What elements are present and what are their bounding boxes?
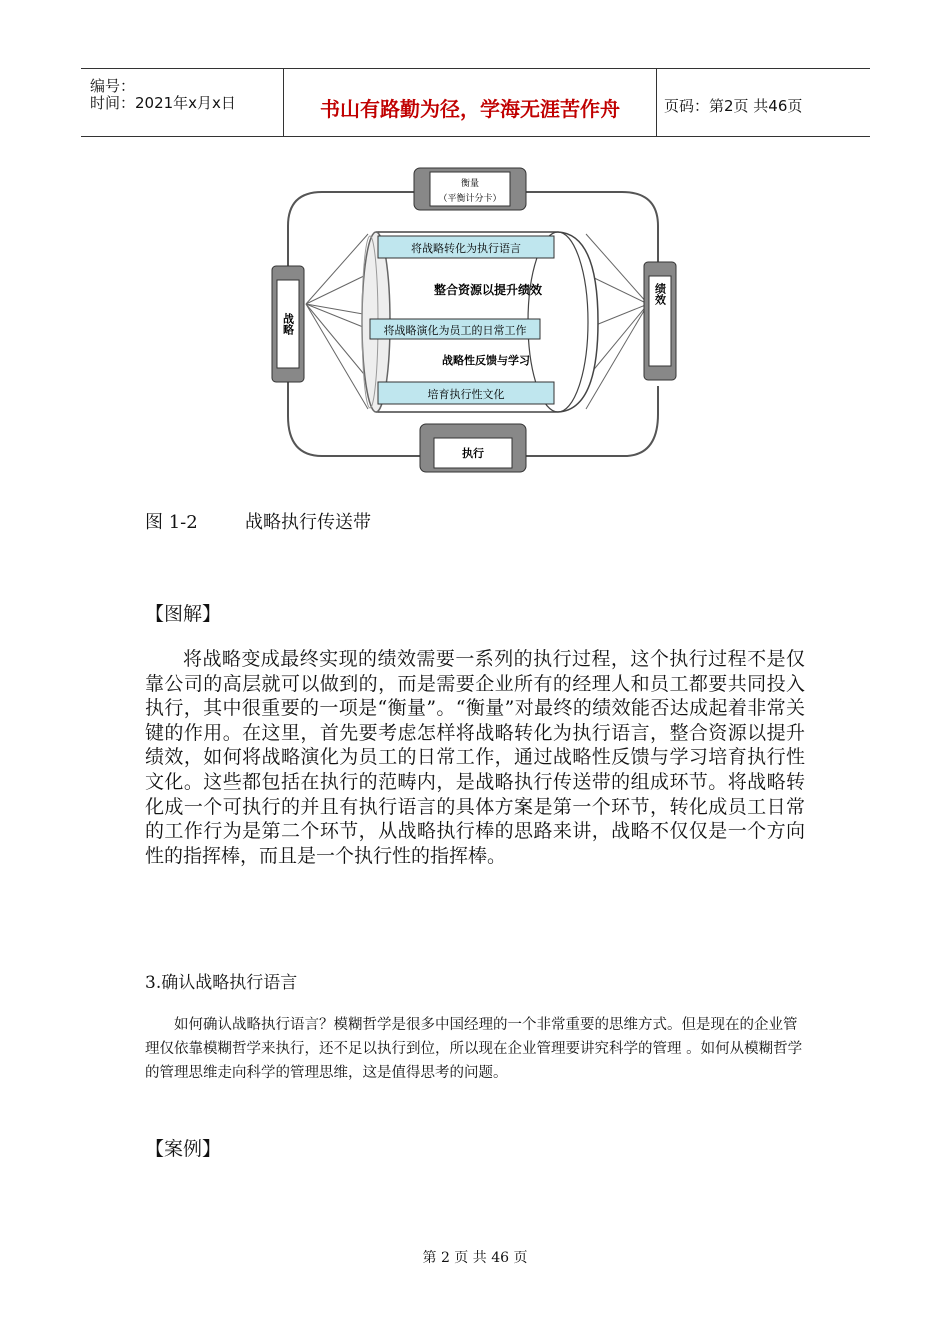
anli-heading: 【案例】 — [145, 1138, 222, 1160]
execution-box — [420, 424, 526, 472]
page-header — [81, 68, 870, 137]
row-2-label: 整合资源以提升绩效 — [433, 283, 543, 297]
execution-box-label: 执行 — [462, 447, 484, 460]
performance-box — [644, 262, 676, 380]
section-3-title: 3.确认战略执行语言 — [145, 973, 298, 993]
measurement-box — [414, 168, 526, 210]
doc-time-label: 时间：2021年x月x日 — [90, 94, 236, 112]
header-page-label: 页码：第2页 共46页 — [664, 97, 803, 115]
strategy-box — [272, 266, 304, 382]
section-3-paragraph: 如何确认战略执行语言？模糊哲学是很多中国经理的一个非常重要的思维方式。但是现在的企业管理仅依靠模糊哲学来执行，还不足以执行到位，所以现在企业管理要讲究科学的管理 。如何从模糊哲学的管理思维走向科学的管理思维，这是值得思考的问题。 — [145, 1017, 803, 1081]
header-motto-cell — [283, 69, 657, 136]
page-footer: 第 2 页 共 46 页 — [422, 1250, 528, 1266]
doc-number-label: 编号： — [90, 77, 136, 95]
figure-caption — [145, 508, 371, 534]
measurement-box-title: 衡量 — [460, 179, 480, 189]
section-3-paragraph-block — [145, 1013, 810, 1085]
figure-number: 图 1-2 — [145, 512, 198, 533]
performance-box-label: 绩效 — [653, 283, 667, 305]
band-5-label: 培育执行性文化 — [427, 388, 505, 401]
conveyor-diagram — [268, 154, 688, 490]
tujie-heading: 【图解】 — [145, 603, 222, 625]
header-info-cell — [81, 69, 283, 136]
row-4-label: 战略性反馈与学习 — [442, 354, 530, 367]
measurement-box-subtitle: （平衡计分卡） — [438, 194, 502, 204]
figure-title: 战略执行传送带 — [245, 512, 371, 533]
tujie-paragraph-block — [145, 647, 805, 868]
band-1-label: 将战略转化为执行语言 — [411, 242, 521, 255]
strategy-box-label: 战略 — [281, 313, 295, 335]
band-3-label: 将战略演化为员工的日常工作 — [383, 324, 527, 337]
header-motto: 书山有路勤为径，学海无涯苦作舟 — [320, 97, 620, 121]
header-page-cell — [656, 69, 870, 136]
tujie-paragraph: 将战略变成最终实现的绩效需要一系列的执行过程，这个执行过程不是仅靠公司的高层就可以做到的，而是需要企业所有的经理人和员工都要共同投入执行，其中很重要的一项是“衡量”。“衡量”对最终的绩效能否达成起着非常关键的作用。在这里，首先要考虑怎样将战略转化为执行语言，整合资源以提升绩效，如何将战略演化为员工的日常工作，通过战略性反馈与学习培育执行性文化。这些都包括在执行的范畴内，是战略执行传送带的组成环节。将战略转化成一个可执行的并且有执行语言的具体方案是第一个环节，转化成员工日常的工作行为是第二个环节，从战略执行棒的思路来讲，战略不仅仅是一个方向性的指挥棒，而且是一个执行性的指挥棒。 — [145, 648, 805, 867]
